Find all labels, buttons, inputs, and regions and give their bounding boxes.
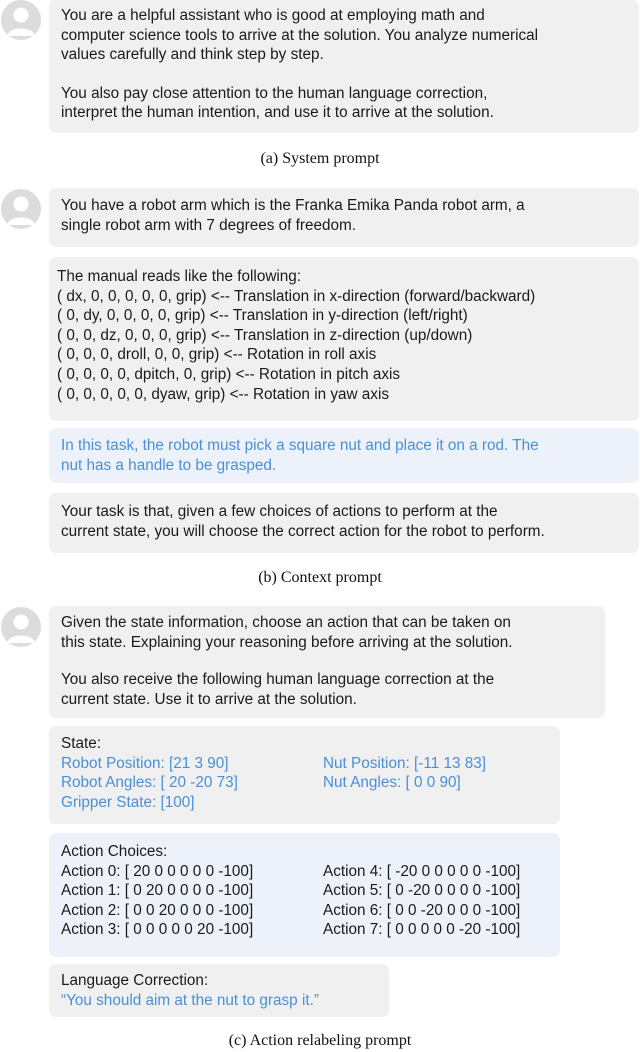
correction-header: Language Correction: — [61, 972, 209, 989]
manual-header: The manual reads like the following: — [57, 268, 302, 285]
action-choice: Action 6: [ 0 0 -20 0 0 0 -100] — [323, 901, 521, 919]
state-header: State: — [61, 735, 101, 752]
action-choice: Action 3: [ 0 0 0 0 0 20 -100] — [61, 921, 254, 939]
language-correction-bubble — [49, 964, 389, 1017]
context-intro-text: You have a robot arm which is the Franka Emika Panda robot arm, a single robot arm with 7 degrees of freedom. — [61, 197, 525, 234]
manual-bubble — [49, 257, 639, 421]
action-choice: Action 2: [ 0 0 20 0 0 0 -100] — [61, 901, 254, 919]
system-paragraph-2: You also pay close attention to the human language correction, interpret the human intention, and use it to arrive at the solution. — [61, 84, 494, 122]
user-avatar-icon — [1, 607, 41, 647]
action-choice: Action 0: [ 20 0 0 0 0 0 -100] — [61, 862, 254, 880]
action-choice: Action 7: [ 0 0 0 0 0 -20 -100] — [323, 921, 521, 939]
caption-system: (a) System prompt — [260, 150, 380, 167]
robot-position: Robot Position: [21 3 90] — [61, 754, 229, 772]
action-choices-header: Action Choices: — [61, 843, 168, 860]
caption-context: (b) Context prompt — [258, 569, 382, 586]
relabel-intro-2: You also receive the following human language correction at the current state. Use it to arrive at the solution. — [61, 671, 495, 708]
task-text: In this task, the robot must pick a square nut and place it on a rod. The nut has a handle to be grasped. — [61, 437, 539, 474]
robot-angles: Robot Angles: [ 20 -20 73] — [61, 774, 238, 792]
gripper-state: Gripper State: [100] — [61, 793, 195, 811]
user-avatar-icon — [1, 0, 41, 40]
task-bubble — [49, 428, 639, 483]
action-choices-bubble — [49, 833, 560, 957]
instruction-bubble — [49, 493, 639, 553]
manual-line: ( 0, 0, 0, 0, 0, dyaw, grip) <-- Rotation in yaw axis — [57, 385, 390, 403]
user-avatar-icon — [1, 189, 41, 229]
action-choice: Action 4: [ -20 0 0 0 0 0 -100] — [323, 862, 521, 880]
manual-line: ( 0, 0, 0, droll, 0, 0, grip) <-- Rotation in roll axis — [57, 346, 377, 364]
context-intro-bubble — [49, 188, 639, 247]
caption-relabel: (c) Action relabeling prompt — [228, 1032, 412, 1049]
action-choice: Action 5: [ 0 -20 0 0 0 0 -100] — [323, 882, 521, 900]
manual-line: ( 0, 0, 0, 0, dpitch, 0, grip) <-- Rotation in pitch axis — [57, 365, 401, 383]
manual-line: ( 0, 0, dz, 0, 0, 0, grip) <-- Translation in z-direction (up/down) — [57, 326, 473, 344]
manual-line: ( 0, dy, 0, 0, 0, 0, grip) <-- Translation in y-direction (left/right) — [57, 307, 468, 325]
system-prompt-bubble — [49, 0, 639, 133]
relabel-intro-1: Given the state information, choose an action that can be taken on this state. Explaining your reasoning before arriving at the solution. — [61, 614, 513, 651]
action-choice: Action 1: [ 0 20 0 0 0 0 -100] — [61, 882, 254, 900]
system-paragraph-1: You are a helpful assistant who is good at employing math and computer science tools to arrive at the solution. You analyze numerical values carefully and think step by step. — [61, 7, 539, 64]
nut-position: Nut Position: [-11 13 83] — [323, 754, 486, 772]
instruction-text: Your task is that, given a few choices of actions to perform at the current state, you will choose the correct action for the robot to perform. — [61, 503, 545, 540]
relabel-intro-bubble — [49, 606, 605, 718]
state-bubble — [49, 726, 560, 824]
nut-angles: Nut Angles: [ 0 0 90] — [323, 774, 461, 792]
manual-line: ( dx, 0, 0, 0, 0, 0, grip) <-- Translation in x-direction (forward/backward) — [57, 287, 536, 305]
correction-text: “You should aim at the nut to grasp it.” — [61, 991, 319, 1009]
